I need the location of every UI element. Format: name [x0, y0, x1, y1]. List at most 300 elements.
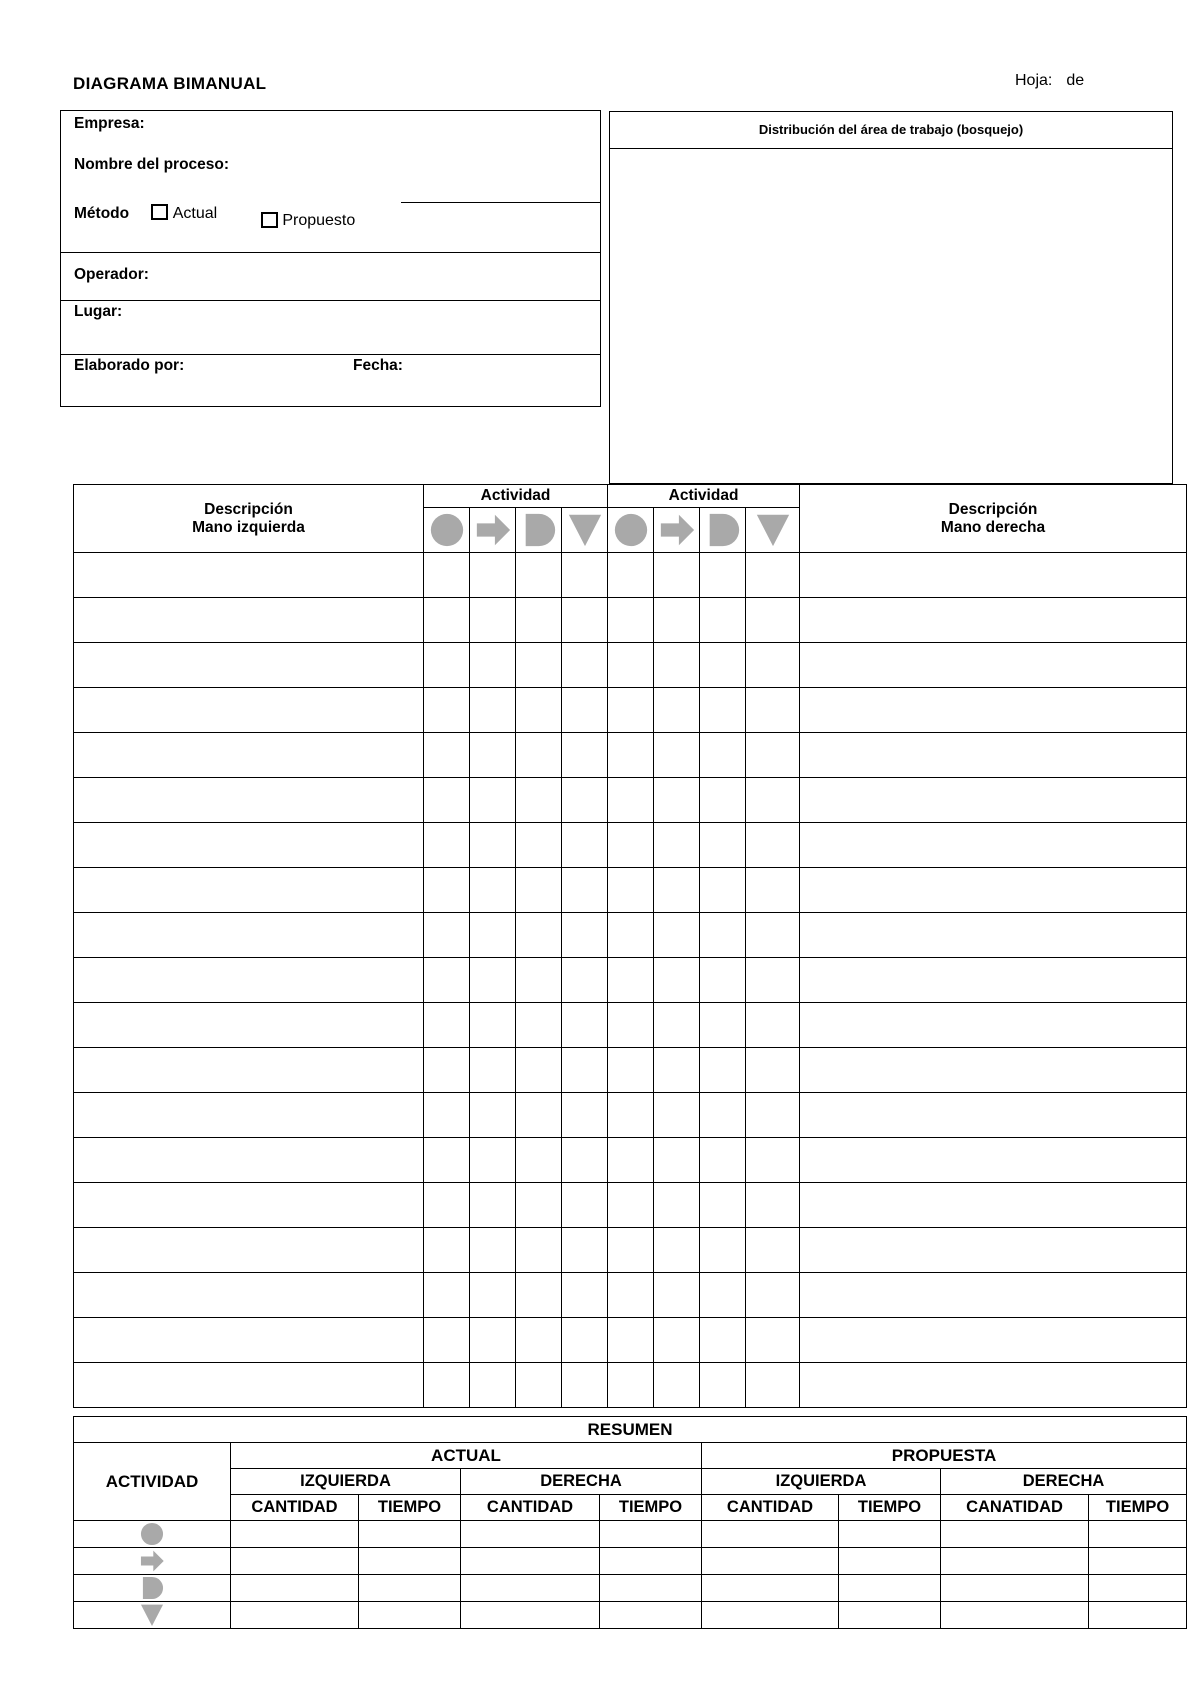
right-operation-circle-icon	[608, 508, 654, 553]
summary-value-cell[interactable]	[702, 1575, 839, 1602]
activity-cell[interactable]	[516, 1138, 562, 1183]
left-description-cell[interactable]	[74, 1138, 424, 1183]
proposed-left-qty: CANTIDAD	[702, 1495, 839, 1521]
sheet-of-label: de	[1066, 72, 1085, 89]
actual-left-header: IZQUIERDA	[231, 1469, 461, 1495]
empresa-label: Empresa:	[74, 115, 145, 132]
activity-cell[interactable]	[654, 778, 700, 823]
activity-cell[interactable]	[746, 643, 800, 688]
table-row	[74, 688, 1187, 733]
activity-cell[interactable]	[654, 1318, 700, 1363]
activity-cell[interactable]	[470, 1138, 516, 1183]
activity-cell[interactable]	[746, 1318, 800, 1363]
activity-cell[interactable]	[654, 1003, 700, 1048]
activity-cell[interactable]	[516, 688, 562, 733]
right-description-cell[interactable]	[800, 1228, 1187, 1273]
activity-cell[interactable]	[654, 688, 700, 733]
activity-cell[interactable]	[654, 733, 700, 778]
summary-value-cell[interactable]	[839, 1575, 941, 1602]
activity-cell[interactable]	[700, 778, 746, 823]
summary-value-cell[interactable]	[600, 1548, 702, 1575]
activity-cell[interactable]	[516, 553, 562, 598]
summary-row	[74, 1548, 1187, 1575]
activity-cell[interactable]	[562, 1273, 608, 1318]
table-row	[74, 868, 1187, 913]
activity-cell[interactable]	[608, 1183, 654, 1228]
activity-cell[interactable]	[516, 1363, 562, 1408]
activity-cell[interactable]	[746, 1363, 800, 1408]
summary-value-cell[interactable]	[702, 1602, 839, 1629]
left-description-cell[interactable]	[74, 733, 424, 778]
table-row	[74, 1138, 1187, 1183]
summary-value-cell[interactable]	[839, 1521, 941, 1548]
proceso-label: Nombre del proceso:	[74, 156, 230, 173]
activity-cell[interactable]	[470, 643, 516, 688]
activity-cell[interactable]	[470, 1318, 516, 1363]
proposed-header: PROPUESTA	[702, 1443, 1187, 1469]
table-row	[74, 553, 1187, 598]
activity-cell[interactable]	[608, 643, 654, 688]
activity-cell[interactable]	[424, 778, 470, 823]
left-operation-circle-icon	[424, 508, 470, 553]
activity-cell[interactable]	[424, 1318, 470, 1363]
proposed-right-header: DERECHA	[941, 1469, 1187, 1495]
activity-cell[interactable]	[516, 1003, 562, 1048]
table-row	[74, 958, 1187, 1003]
activity-cell[interactable]	[562, 1363, 608, 1408]
activity-cell[interactable]	[470, 868, 516, 913]
activity-cell[interactable]	[516, 1228, 562, 1273]
activity-cell[interactable]	[470, 598, 516, 643]
left-description-cell[interactable]	[74, 1273, 424, 1318]
activity-cell[interactable]	[608, 688, 654, 733]
activity-cell[interactable]	[608, 1273, 654, 1318]
actual-right-time: TIEMPO	[600, 1495, 702, 1521]
activity-cell[interactable]	[562, 958, 608, 1003]
activity-cell[interactable]	[562, 778, 608, 823]
summary-value-cell[interactable]	[600, 1602, 702, 1629]
summary-value-cell[interactable]	[839, 1548, 941, 1575]
left-description-header	[74, 485, 424, 553]
activity-cell[interactable]	[424, 1363, 470, 1408]
activity-cell[interactable]	[424, 958, 470, 1003]
activity-cell[interactable]	[654, 1093, 700, 1138]
activity-cell[interactable]	[470, 958, 516, 1003]
activity-cell[interactable]	[424, 1183, 470, 1228]
propuesto-option	[261, 212, 355, 230]
activity-cell[interactable]	[516, 868, 562, 913]
right-description-cell[interactable]	[800, 1318, 1187, 1363]
summary-value-cell[interactable]	[600, 1521, 702, 1548]
summary-value-cell[interactable]	[702, 1521, 839, 1548]
activity-cell[interactable]	[424, 733, 470, 778]
table-row	[74, 1183, 1187, 1228]
right-description-cell[interactable]	[800, 823, 1187, 868]
activity-cell[interactable]	[516, 1093, 562, 1138]
activity-cell[interactable]	[700, 823, 746, 868]
actual-right-qty: CANTIDAD	[461, 1495, 600, 1521]
activity-cell[interactable]	[470, 1363, 516, 1408]
summary-value-cell[interactable]	[1089, 1548, 1187, 1575]
activity-cell[interactable]	[700, 1318, 746, 1363]
summary-value-cell[interactable]	[461, 1575, 600, 1602]
left-desc-line1: Descripción	[204, 500, 293, 518]
summary-value-cell[interactable]	[461, 1548, 600, 1575]
activity-cell[interactable]	[746, 778, 800, 823]
activity-cell[interactable]	[608, 1003, 654, 1048]
activity-cell[interactable]	[608, 958, 654, 1003]
activity-cell[interactable]	[700, 1003, 746, 1048]
summary-value-cell[interactable]	[1089, 1575, 1187, 1602]
activity-cell[interactable]	[562, 688, 608, 733]
activity-cell[interactable]	[700, 1363, 746, 1408]
activity-cell[interactable]	[700, 688, 746, 733]
propuesto-label: Propuesto	[282, 212, 356, 229]
left-description-cell[interactable]	[74, 958, 424, 1003]
activity-cell[interactable]	[562, 1318, 608, 1363]
summary-transport-arrow-icon	[74, 1548, 231, 1575]
activity-cell[interactable]	[700, 1183, 746, 1228]
activity-cell[interactable]	[746, 1003, 800, 1048]
summary-value-cell[interactable]	[231, 1575, 359, 1602]
activity-cell[interactable]	[700, 913, 746, 958]
activity-cell[interactable]	[516, 1183, 562, 1228]
summary-value-cell[interactable]	[231, 1521, 359, 1548]
right-delay-d-icon	[700, 508, 746, 553]
activity-cell[interactable]	[516, 733, 562, 778]
activity-cell[interactable]	[608, 913, 654, 958]
activity-cell[interactable]	[746, 823, 800, 868]
activity-cell[interactable]	[562, 598, 608, 643]
actual-left-time: TIEMPO	[359, 1495, 461, 1521]
activity-cell[interactable]	[470, 1048, 516, 1093]
right-description-cell[interactable]	[800, 958, 1187, 1003]
summary-value-cell[interactable]	[1089, 1521, 1187, 1548]
activity-cell[interactable]	[654, 1048, 700, 1093]
activity-cell[interactable]	[470, 823, 516, 868]
summary-value-cell[interactable]	[231, 1602, 359, 1629]
right-description-cell[interactable]	[800, 1003, 1187, 1048]
activity-cell[interactable]	[562, 1093, 608, 1138]
activity-cell[interactable]	[608, 1228, 654, 1273]
right-description-cell[interactable]	[800, 733, 1187, 778]
left-description-cell[interactable]	[74, 553, 424, 598]
activity-cell[interactable]	[654, 643, 700, 688]
activity-cell[interactable]	[700, 1093, 746, 1138]
left-description-cell[interactable]	[74, 913, 424, 958]
activity-cell[interactable]	[654, 553, 700, 598]
table-row	[74, 1363, 1187, 1408]
summary-row	[74, 1575, 1187, 1602]
activity-cell[interactable]	[470, 733, 516, 778]
left-description-cell[interactable]	[74, 823, 424, 868]
activity-cell[interactable]	[516, 643, 562, 688]
activity-cell[interactable]	[516, 958, 562, 1003]
activity-cell[interactable]	[562, 823, 608, 868]
left-description-cell[interactable]	[74, 868, 424, 913]
activity-cell[interactable]	[700, 733, 746, 778]
activity-cell[interactable]	[746, 1228, 800, 1273]
left-description-cell[interactable]	[74, 598, 424, 643]
activity-cell[interactable]	[746, 1093, 800, 1138]
activity-cell[interactable]	[562, 1138, 608, 1183]
activity-cell[interactable]	[746, 958, 800, 1003]
left-description-cell[interactable]	[74, 643, 424, 688]
table-row	[74, 1093, 1187, 1138]
left-description-cell[interactable]	[74, 688, 424, 733]
table-row	[74, 1003, 1187, 1048]
activity-cell[interactable]	[470, 1228, 516, 1273]
activity-cell[interactable]	[654, 868, 700, 913]
summary-value-cell[interactable]	[600, 1575, 702, 1602]
activity-cell[interactable]	[424, 1228, 470, 1273]
activity-cell[interactable]	[746, 1183, 800, 1228]
table-row	[74, 733, 1187, 778]
sketch-title: Distribución del área de trabajo (bosquejo)	[610, 112, 1172, 149]
activity-cell[interactable]	[700, 868, 746, 913]
activity-cell[interactable]	[608, 553, 654, 598]
work-area-sketch-box	[609, 111, 1173, 484]
activity-cell[interactable]	[470, 913, 516, 958]
summary-value-cell[interactable]	[359, 1521, 461, 1548]
fecha-label: Fecha:	[353, 357, 403, 374]
table-row	[74, 1048, 1187, 1093]
summary-value-cell[interactable]	[702, 1548, 839, 1575]
table-row	[74, 778, 1187, 823]
actual-right-header: DERECHA	[461, 1469, 702, 1495]
activity-cell[interactable]	[700, 598, 746, 643]
activity-cell[interactable]	[424, 1003, 470, 1048]
activity-cell[interactable]	[470, 1183, 516, 1228]
sheet-number	[1015, 72, 1084, 90]
activity-cell[interactable]	[516, 913, 562, 958]
summary-value-cell[interactable]	[839, 1602, 941, 1629]
activity-cell[interactable]	[516, 1048, 562, 1093]
sheet-label: Hoja:	[1015, 72, 1053, 89]
table-row	[74, 1273, 1187, 1318]
activity-cell[interactable]	[562, 733, 608, 778]
right-description-cell[interactable]	[800, 598, 1187, 643]
activity-cell[interactable]	[470, 688, 516, 733]
right-description-cell[interactable]	[800, 1048, 1187, 1093]
summary-value-cell[interactable]	[359, 1602, 461, 1629]
summary-value-cell[interactable]	[359, 1575, 461, 1602]
activity-cell[interactable]	[746, 1048, 800, 1093]
activity-cell[interactable]	[746, 553, 800, 598]
summary-value-cell[interactable]	[461, 1521, 600, 1548]
right-description-cell[interactable]	[800, 643, 1187, 688]
left-description-cell[interactable]	[74, 1183, 424, 1228]
activity-cell[interactable]	[424, 643, 470, 688]
left-description-cell[interactable]	[74, 1093, 424, 1138]
activity-cell[interactable]	[700, 1273, 746, 1318]
activity-cell[interactable]	[470, 778, 516, 823]
left-storage-triangle-icon	[562, 508, 608, 553]
activity-cell[interactable]	[424, 1273, 470, 1318]
activity-cell[interactable]	[608, 1048, 654, 1093]
activity-cell[interactable]	[700, 1228, 746, 1273]
method-label: Método	[74, 205, 130, 222]
actual-header: ACTUAL	[231, 1443, 702, 1469]
table-row	[74, 1228, 1187, 1273]
summary-value-cell[interactable]	[941, 1575, 1089, 1602]
left-description-cell[interactable]	[74, 1228, 424, 1273]
right-description-cell[interactable]	[800, 778, 1187, 823]
right-description-header	[800, 485, 1187, 553]
method-row	[74, 205, 217, 223]
process-info-box	[60, 110, 601, 407]
right-description-cell[interactable]	[800, 1273, 1187, 1318]
activity-cell[interactable]	[562, 868, 608, 913]
activity-cell[interactable]	[608, 733, 654, 778]
right-desc-line1: Descripción	[948, 500, 1038, 518]
proposed-right-qty: CANATIDAD	[941, 1495, 1089, 1521]
activity-cell[interactable]	[654, 1273, 700, 1318]
left-description-cell[interactable]	[74, 778, 424, 823]
right-description-cell[interactable]	[800, 1363, 1187, 1408]
table-row	[74, 598, 1187, 643]
proposed-right-time: TIEMPO	[1089, 1495, 1187, 1521]
left-desc-line2: Mano izquierda	[192, 518, 305, 536]
activity-cell[interactable]	[562, 643, 608, 688]
proposed-left-header: IZQUIERDA	[702, 1469, 941, 1495]
activity-cell[interactable]	[608, 778, 654, 823]
propuesto-checkbox[interactable]	[261, 212, 278, 228]
summary-row	[74, 1521, 1187, 1548]
right-description-cell[interactable]	[800, 688, 1187, 733]
activity-cell[interactable]	[424, 1093, 470, 1138]
summary-value-cell[interactable]	[1089, 1602, 1187, 1629]
activity-cell[interactable]	[700, 1048, 746, 1093]
proposed-left-time: TIEMPO	[839, 1495, 941, 1521]
right-description-cell[interactable]	[800, 1138, 1187, 1183]
left-description-cell[interactable]	[74, 1363, 424, 1408]
summary-row	[74, 1602, 1187, 1629]
activity-cell[interactable]	[746, 733, 800, 778]
activity-cell[interactable]	[746, 868, 800, 913]
activity-cell[interactable]	[608, 1093, 654, 1138]
activity-cell[interactable]	[700, 1138, 746, 1183]
table-row	[74, 1318, 1187, 1363]
activity-cell[interactable]	[516, 598, 562, 643]
activity-cell[interactable]	[700, 958, 746, 1003]
activity-cell[interactable]	[746, 1138, 800, 1183]
activity-cell[interactable]	[470, 553, 516, 598]
elaborado-label: Elaborado por:	[74, 357, 185, 374]
left-description-cell[interactable]	[74, 1003, 424, 1048]
summary-value-cell[interactable]	[941, 1602, 1089, 1629]
activity-cell[interactable]	[424, 1048, 470, 1093]
summary-operation-circle-icon	[74, 1521, 231, 1548]
activity-cell[interactable]	[654, 913, 700, 958]
activity-cell[interactable]	[654, 823, 700, 868]
activity-cell[interactable]	[746, 598, 800, 643]
activity-cell[interactable]	[654, 1363, 700, 1408]
activity-cell[interactable]	[562, 553, 608, 598]
form-title: DIAGRAMA BIMANUAL	[73, 74, 267, 93]
summary-value-cell[interactable]	[941, 1521, 1089, 1548]
summary-table	[73, 1416, 1187, 1629]
activity-cell[interactable]	[424, 913, 470, 958]
right-description-cell[interactable]	[800, 868, 1187, 913]
lugar-label: Lugar:	[74, 303, 123, 320]
right-description-cell[interactable]	[800, 913, 1187, 958]
left-description-cell[interactable]	[74, 1318, 424, 1363]
activity-cell[interactable]	[700, 553, 746, 598]
table-row	[74, 643, 1187, 688]
activity-cell[interactable]	[608, 598, 654, 643]
activity-cell[interactable]	[470, 1273, 516, 1318]
right-description-cell[interactable]	[800, 553, 1187, 598]
actual-left-qty: CANTIDAD	[231, 1495, 359, 1521]
activity-cell[interactable]	[424, 868, 470, 913]
activity-cell[interactable]	[654, 1228, 700, 1273]
activity-cell[interactable]	[562, 1228, 608, 1273]
left-transport-arrow-icon	[470, 508, 516, 553]
activity-cell[interactable]	[654, 1138, 700, 1183]
table-row	[74, 913, 1187, 958]
activity-cell[interactable]	[562, 1048, 608, 1093]
actual-checkbox[interactable]	[151, 204, 168, 220]
activity-cell[interactable]	[470, 1003, 516, 1048]
summary-value-cell[interactable]	[359, 1548, 461, 1575]
activity-cell[interactable]	[700, 643, 746, 688]
operador-label: Operador:	[74, 266, 149, 283]
right-description-cell[interactable]	[800, 1183, 1187, 1228]
summary-value-cell[interactable]	[941, 1548, 1089, 1575]
activity-cell[interactable]	[562, 1003, 608, 1048]
left-delay-d-icon	[516, 508, 562, 553]
activity-cell[interactable]	[562, 913, 608, 958]
summary-title: RESUMEN	[74, 1417, 1187, 1443]
activity-cell[interactable]	[424, 1138, 470, 1183]
activity-cell[interactable]	[470, 1093, 516, 1138]
actual-label: Actual	[172, 205, 218, 222]
activity-cell[interactable]	[746, 913, 800, 958]
activity-cell[interactable]	[424, 553, 470, 598]
activity-cell[interactable]	[562, 1183, 608, 1228]
right-activity-header: Actividad	[608, 485, 800, 508]
bimanual-table	[73, 484, 1187, 1408]
activity-cell[interactable]	[654, 598, 700, 643]
summary-delay-d-icon	[74, 1575, 231, 1602]
activity-cell[interactable]	[424, 823, 470, 868]
left-activity-header: Actividad	[424, 485, 608, 508]
left-description-cell[interactable]	[74, 1048, 424, 1093]
activity-cell[interactable]	[654, 958, 700, 1003]
activity-cell[interactable]	[746, 688, 800, 733]
right-transport-arrow-icon	[654, 508, 700, 553]
right-description-cell[interactable]	[800, 1093, 1187, 1138]
activity-cell[interactable]	[608, 1138, 654, 1183]
activity-cell[interactable]	[424, 688, 470, 733]
activity-cell[interactable]	[516, 1318, 562, 1363]
activity-cell[interactable]	[608, 868, 654, 913]
activity-cell[interactable]	[516, 823, 562, 868]
activity-cell[interactable]	[424, 598, 470, 643]
activity-cell[interactable]	[516, 1273, 562, 1318]
activity-cell[interactable]	[608, 823, 654, 868]
activity-cell[interactable]	[608, 1363, 654, 1408]
activity-header: ACTIVIDAD	[74, 1443, 231, 1521]
activity-cell[interactable]	[608, 1318, 654, 1363]
activity-cell[interactable]	[516, 778, 562, 823]
summary-value-cell[interactable]	[231, 1548, 359, 1575]
summary-value-cell[interactable]	[461, 1602, 600, 1629]
activity-cell[interactable]	[746, 1273, 800, 1318]
table-row	[74, 823, 1187, 868]
activity-cell[interactable]	[654, 1183, 700, 1228]
